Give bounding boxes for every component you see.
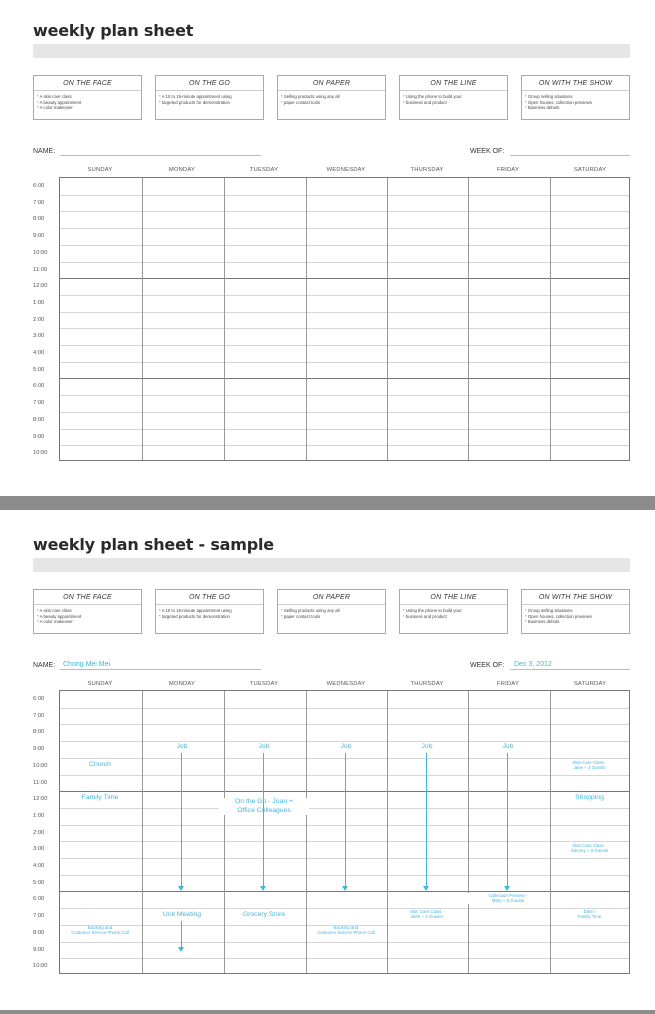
category-item: * Business debuts (525, 619, 592, 625)
category-item: * paper contact tools (281, 614, 340, 620)
event-collection-preview: Collection Preview - Mary + 5 Guests (467, 893, 549, 904)
day-header-wednesday: WEDNESDAY (326, 681, 366, 687)
day-header-sunday: SUNDAY (87, 167, 113, 173)
category-divider (522, 604, 629, 605)
category-item: * targeted products for demonstration (159, 100, 232, 106)
event-job-thursday: Job (421, 743, 433, 750)
category-items (281, 608, 340, 619)
category-item: * paper contact tools (281, 100, 340, 106)
event-church: Church (89, 761, 111, 768)
time-label: 12:00 (33, 796, 48, 803)
event-skin-care-beth: Skin Care Class - Beth + 2 Guests (409, 909, 445, 920)
category-divider (34, 604, 141, 605)
time-label: 6:00 (33, 696, 45, 702)
time-label: 2:00 (33, 829, 45, 836)
day-header-monday: MONDAY (168, 167, 196, 173)
category-item: * Business debuts (525, 105, 592, 111)
grid-column-line (387, 691, 388, 973)
event-date-family-time: Date / Family Time (577, 909, 602, 920)
category-item: * A skin care class (37, 94, 81, 100)
category-item: * Open houses, collection previews (525, 100, 592, 106)
category-item: * Selling products using any all (281, 94, 340, 100)
day-header-sunday: SUNDAY (87, 681, 113, 687)
category-item: * A skin care class (37, 608, 81, 614)
event-booking-sunday: Booking and Customer Service Phone Call (71, 925, 129, 936)
event-family-time: Family Time (81, 794, 119, 801)
time-label: 8:00 (33, 929, 45, 936)
week-of-label: WEEK OF: (470, 148, 505, 155)
category-item: * Group selling situations (525, 94, 592, 100)
arrow-down-icon (423, 753, 430, 891)
time-label: 3:00 (33, 333, 45, 340)
grid-column-line (224, 691, 225, 973)
time-label: 6:00 (33, 183, 45, 189)
event-grocery-store: Grocery Store (242, 911, 286, 918)
time-label: 10:00 (33, 762, 48, 769)
day-header-monday: MONDAY (168, 681, 196, 687)
category-box (33, 589, 142, 634)
day-header-saturday: SATURDAY (573, 167, 607, 173)
category-title: ON THE FACE (63, 80, 112, 87)
day-header-thursday: THURSDAY (410, 681, 444, 687)
grid-column-line (550, 691, 551, 973)
name-field (60, 669, 261, 670)
category-divider (400, 604, 507, 605)
category-items (37, 608, 81, 625)
category-items (525, 608, 592, 625)
day-header-wednesday: WEDNESDAY (326, 167, 366, 173)
grid-column-line (142, 691, 143, 973)
time-label: 11:00 (33, 779, 48, 786)
event-job-wednesday: Job (340, 743, 352, 750)
day-header-tuesday: TUESDAY (249, 167, 279, 173)
category-box (277, 589, 386, 634)
grid-column-line (468, 691, 469, 973)
grid-row-line (60, 724, 629, 725)
category-item: * Using the phone to build your (403, 608, 462, 614)
category-item: * A color makeover (37, 619, 81, 625)
arrow-down-icon (178, 921, 185, 952)
time-label: 7:00 (33, 400, 45, 407)
event-booking-wednesday: Booking and Customer Service Phone Call (317, 925, 375, 936)
name-label: NAME: (33, 148, 56, 155)
time-label: 9:00 (33, 433, 45, 440)
time-label: 9:00 (33, 946, 45, 953)
page-bottom-bar (0, 1010, 655, 1014)
day-header-thursday: THURSDAY (410, 167, 444, 173)
category-divider (156, 604, 263, 605)
event-job-friday: Job (502, 743, 514, 750)
category-item: * targeted products for demonstration (159, 614, 232, 620)
day-header-friday: FRIDAY (496, 681, 520, 687)
arrow-down-icon (342, 753, 349, 891)
time-label: 10:00 (33, 450, 48, 457)
day-header-friday: FRIDAY (496, 167, 520, 173)
time-label: 9:00 (33, 746, 45, 753)
category-item: * business and product (403, 614, 462, 620)
category-title: ON WITH THE SHOW (538, 80, 613, 87)
category-item: * A 10 to 15-minute appointment using (159, 608, 232, 614)
event-job-monday: Job (176, 743, 188, 750)
event-unit-meeting: Unit Meeting (162, 911, 202, 918)
time-label: 5:00 (33, 879, 45, 886)
time-label: 8:00 (33, 216, 45, 223)
grid-row-line (60, 958, 629, 959)
day-header-tuesday: TUESDAY (249, 681, 279, 687)
grid-row-line (60, 708, 629, 709)
category-title: ON THE LINE (430, 594, 477, 601)
category-title: ON PAPER (312, 594, 351, 601)
sheet-title: weekly plan sheet - sample (33, 535, 274, 554)
grid-row-line (60, 741, 629, 742)
time-label: 8:00 (33, 729, 45, 736)
category-item: * A beauty appointment (37, 614, 81, 620)
time-label: 5:00 (33, 366, 45, 373)
category-item: * A 10 to 15-minute appointment using (159, 94, 232, 100)
category-item: * Using the phone to build your (403, 94, 462, 100)
event-on-the-go: On the Go - Joan + Office Colleagues (219, 798, 309, 815)
grid-row-line (60, 942, 629, 943)
category-item: * Group selling situations (525, 608, 592, 614)
category-box (155, 589, 264, 634)
arrow-down-icon (260, 753, 267, 891)
time-label: 6:00 (33, 896, 45, 903)
arrow-down-icon (178, 753, 185, 891)
time-label: 12:00 (33, 283, 48, 290)
time-label: 2:00 (33, 316, 45, 323)
time-label: 3:00 (33, 846, 45, 853)
time-label: 9:00 (33, 233, 45, 240)
grid-row-line (60, 908, 629, 909)
time-label: 10:00 (33, 249, 48, 256)
category-item: * Selling products using any all (281, 608, 340, 614)
category-item: * A beauty appointment (37, 100, 81, 106)
event-shopping: Shopping (575, 794, 604, 801)
category-box (521, 589, 630, 634)
event-skin-care-sammy: Skin Care Class - Sammy + 3 Guests (570, 843, 609, 854)
week-of-label: WEEK OF: (470, 662, 505, 669)
event-skin-care-jane: Skin Care Class - Jane + 3 Guests (572, 760, 607, 771)
category-title: ON WITH THE SHOW (538, 594, 613, 601)
category-title: ON THE GO (188, 80, 231, 87)
name-label: NAME: (33, 662, 56, 669)
time-label: 4:00 (33, 863, 45, 869)
title-band (33, 558, 630, 572)
week-of-field (510, 669, 630, 670)
category-items (403, 608, 462, 619)
category-items (159, 608, 232, 619)
category-title: ON THE LINE (430, 80, 477, 87)
time-label: 7:00 (33, 712, 45, 719)
category-title: ON THE FACE (63, 594, 112, 601)
time-label: 7:00 (33, 199, 45, 206)
arrow-down-icon (504, 753, 511, 891)
category-divider (278, 604, 385, 605)
time-label: 1:00 (33, 299, 45, 306)
time-label: 10:00 (33, 963, 48, 970)
time-label: 11:00 (33, 266, 48, 273)
category-title: ON THE GO (188, 594, 231, 601)
category-item: * A color makeover (37, 105, 81, 111)
event-job-tuesday: Job (258, 743, 270, 750)
category-title: ON PAPER (312, 80, 351, 87)
time-label: 6:00 (33, 383, 45, 390)
time-label: 4:00 (33, 350, 45, 356)
time-label: 1:00 (33, 812, 45, 819)
category-box (399, 589, 508, 634)
day-header-saturday: SATURDAY (573, 681, 607, 687)
category-item: * Open houses, collection previews (525, 614, 592, 620)
week-of-value[interactable]: Dec 3, 2012 (514, 661, 552, 668)
time-label: 8:00 (33, 416, 45, 423)
name-value[interactable]: Chong Mei Mei (63, 661, 111, 668)
time-label: 7:00 (33, 913, 45, 920)
category-item: * business and product (403, 100, 462, 106)
sheet-title: weekly plan sheet (33, 21, 194, 40)
